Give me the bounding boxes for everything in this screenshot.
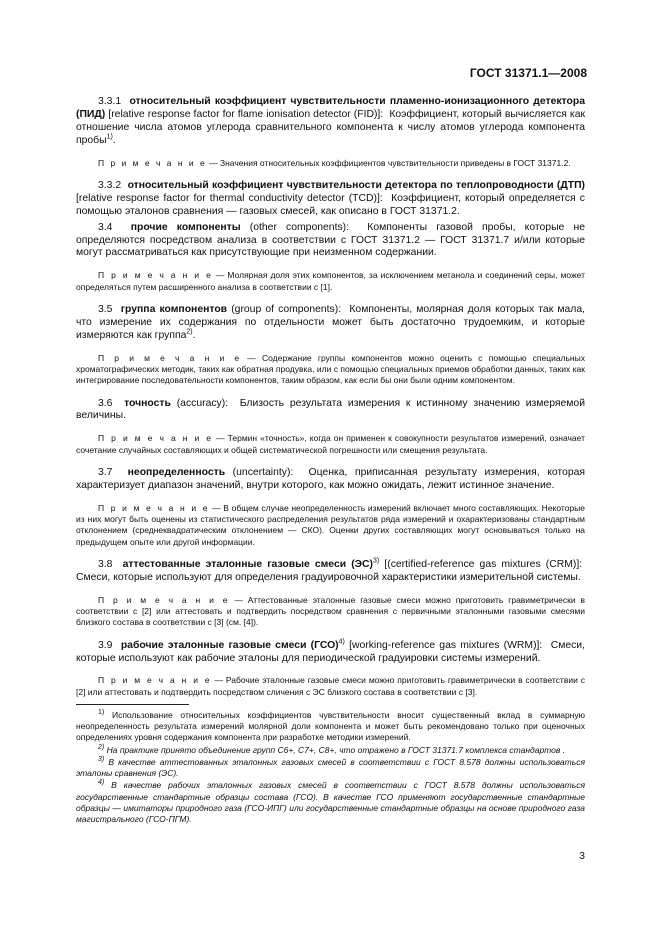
footnote-text: Использование относительных коэффициентов чувствительности вносит существенный вклад в суммарную неопределенность результата измерений молярной доли компонента и может быть рекомендовано только при оценочных определениях уровня содержания компонента при разработке методики измерений. <box>76 710 585 743</box>
clause-english-term: (group of components): <box>231 303 342 315</box>
clause-english-term: (accuracy): <box>176 397 229 409</box>
clause-number: 3.3.1 <box>98 96 122 107</box>
clause-term: неопределенность <box>127 466 226 478</box>
note-label: П р и м е ч а н и е <box>98 675 212 686</box>
clause-english-term: [(certified-reference gas mixtures (CRM)]: <box>384 558 583 570</box>
clause-3-3-2 <box>76 180 585 219</box>
note-text: — Значения относительных коэффициентов чувствительности приведены в ГОСТ 31371.2. <box>206 157 571 168</box>
footnote-mark: 3) <box>98 756 105 764</box>
main-content <box>76 96 585 826</box>
clause-3-8 <box>76 559 585 585</box>
clause-number: 3.5 <box>98 303 113 315</box>
note-label: П р и м е ч а н и е <box>98 433 214 444</box>
note-text: — Термин «точность», когда он применен к совокупности результатов измерений, означает сочетание случайных составляющих и общей систематической погрешности или смещения результата. <box>76 433 585 455</box>
note-label: П р и м е ч а н и е <box>98 157 207 168</box>
clause-term: рабочие эталонные газовые смеси (ГСО) <box>120 639 339 651</box>
clause-english-term: (uncertainty): <box>232 466 294 478</box>
clause-term: группа компонентов <box>120 303 228 315</box>
clause-definition: Оценка, приписанная результату измерения, которая характеризует диапазон значений, внутри которого, как можно ожидать, лежит истинное значение. <box>76 466 586 491</box>
note-3-7 <box>76 503 585 548</box>
footnote-ref: 1) <box>106 133 113 141</box>
standard-header: ГОСТ 31371.1—2008 <box>469 66 587 80</box>
clause-end: . <box>112 134 116 146</box>
clause-definition: Смеси, которые используют как рабочие эталоны для периодической градуировки системы измерений. <box>76 639 585 664</box>
clause-3-5 <box>76 304 585 343</box>
note-3-8 <box>76 595 585 629</box>
clause-end: . <box>192 329 196 341</box>
note-text: — Рабочие эталонные газовые смеси можно приготовить гравиметрически в соответствии с [2] или аттестовать и подтвердить посредством сличения с ЭС близкого состава в соответствии с [3]. <box>76 675 585 697</box>
note-3-3-1 <box>76 158 585 169</box>
clause-term: относительный коэффициент чувствительности детектора по теплопроводности (ДТП) <box>127 179 586 191</box>
footnote-text: В качестве рабочих эталонных газовых смесей в соответствии с ГОСТ 8.578 должны использоваться государственные стандартные образцы состава (ГСО). В качестве ГСО применяют государственные стандартные образцы — имитаторы природного газа (ГСО-ИПГ) или государственные стандартные образцы на основе природного газа магистрального (ГСО-ПГМ). <box>76 780 585 824</box>
footnote-4 <box>76 780 585 825</box>
clause-number: 3.9 <box>98 639 113 651</box>
note-text: — Молярная доля этих компонентов, за исключением метанола и соединений серы, может определяться путем расширенного анализа в соответствии с [1]. <box>76 270 585 292</box>
footnote-text: На практике принято объединение групп С6+, С7+, С8+, что отражено в ГОСТ 31371.7 комплекса стандартов . <box>104 744 566 755</box>
clause-term: точность <box>124 397 171 409</box>
clause-3-9 <box>76 640 585 666</box>
footnote-ref: 3) <box>373 557 380 565</box>
clause-term: аттестованные эталонные газовые смеси (ЭС) <box>122 558 374 570</box>
clause-3-3-1 <box>76 96 585 148</box>
clause-number: 3.3.2 <box>98 179 122 191</box>
clause-3-4 <box>76 222 585 261</box>
footnote-mark: 1) <box>98 709 105 717</box>
footnote-mark: 4) <box>98 779 105 787</box>
note-label: П р и м е ч а н и е <box>98 270 213 281</box>
page-number: 3 <box>579 850 585 862</box>
clause-definition: Смеси, которые используют для определения градуировочной характеристики измерительной системы. <box>76 571 581 583</box>
note-3-4 <box>76 270 585 293</box>
note-text: — В общем случае неопределенность измерений включает много составляющих. Некоторые из них могут быть оценены из статистического распределения результатов ряда измерений и охарактеризованы стандартным отклонением (среднеквадратическим отклонением — СКО). Оценки других составляющих могут основываться только на предыдущем опыте или другой информации. <box>76 502 585 547</box>
footnote-divider <box>76 704 189 705</box>
footnote-1 <box>76 710 585 744</box>
clause-definition: Компоненты, молярная доля которых так мала, что измерение их содержания по отдельности может быть достаточно трудоемким, и которые измеряются как группа <box>76 303 586 341</box>
clause-number: 3.6 <box>98 397 113 409</box>
clause-english-term: [working-reference gas mixtures (WRM)]: <box>349 639 543 651</box>
clause-definition: Коэффициент, который вычисляется как отношение числа атомов углерода сравнительного компонента к числу атомов углерода компонента пробы <box>76 108 586 146</box>
clause-definition: Близость результата измерения к истинному значению измеряемой величины. <box>76 397 585 422</box>
clause-3-7 <box>76 467 585 493</box>
clause-number: 3.7 <box>98 466 113 478</box>
clause-english-term: [relative response factor for thermal conductivity detector (TCD)]: <box>76 192 383 204</box>
footnote-2 <box>76 745 585 756</box>
note-label: П р и м е ч а н и е <box>98 594 230 605</box>
note-label: П р и м е ч а н и е <box>98 502 210 513</box>
note-text: — Содержание группы компонентов можно оценить с помощью специальных хроматографических методик, таких как обратная продувка, или с помощью специальных приемов обработки данных, таких как интегрирование последовательности компонентов, таким образом, как если бы они были одним компонентом. <box>76 352 585 386</box>
clause-definition: Компоненты газовой пробы, которые не определяются посредством анализа в соответствии с ГОСТ 31371.2 — ГОСТ 31371.7 и/или которые могут рассматриваться как присутствующие при неизменном содержании. <box>76 221 585 259</box>
note-3-9 <box>76 675 585 698</box>
note-label: П р и м е ч а н и е <box>98 352 242 363</box>
clause-english-term: [relative response factor for flame ionisation detector (FID)]: <box>108 108 384 120</box>
clause-number: 3.4 <box>98 221 113 233</box>
note-3-5 <box>76 353 585 387</box>
footnote-ref: 4) <box>338 638 345 646</box>
clause-definition: Коэффициент, который определяется с помощью эталонов сравнения — газовых смесей, как описано в ГОСТ 31371.2. <box>76 192 585 217</box>
clause-term: относительный коэффициент чувствительности пламенно-ионизационного детектора (ПИД) <box>76 96 585 120</box>
note-text: — Аттестованные эталонные газовые смеси можно приготовить гравиметрически в соответствии с [2] или аттестовать и подтвердить посредством сравнения с первичными эталонными газовыми смесями близкого состава в соответствии с [3] (см. [4]). <box>76 594 585 628</box>
clause-term: прочие компоненты <box>130 221 241 233</box>
footnote-text: В качестве аттестованных эталонных газовых смесей в соответствии с ГОСТ 8.578 должны использоваться эталоны сравнения (ЭС). <box>76 756 585 779</box>
footnote-ref: 2) <box>186 328 193 336</box>
footnote-mark: 2) <box>98 743 105 751</box>
clause-number: 3.8 <box>98 558 113 570</box>
clause-3-6 <box>76 398 585 424</box>
footnote-3 <box>76 757 585 779</box>
clause-english-term: (other components): <box>249 221 350 233</box>
note-3-6 <box>76 433 585 456</box>
